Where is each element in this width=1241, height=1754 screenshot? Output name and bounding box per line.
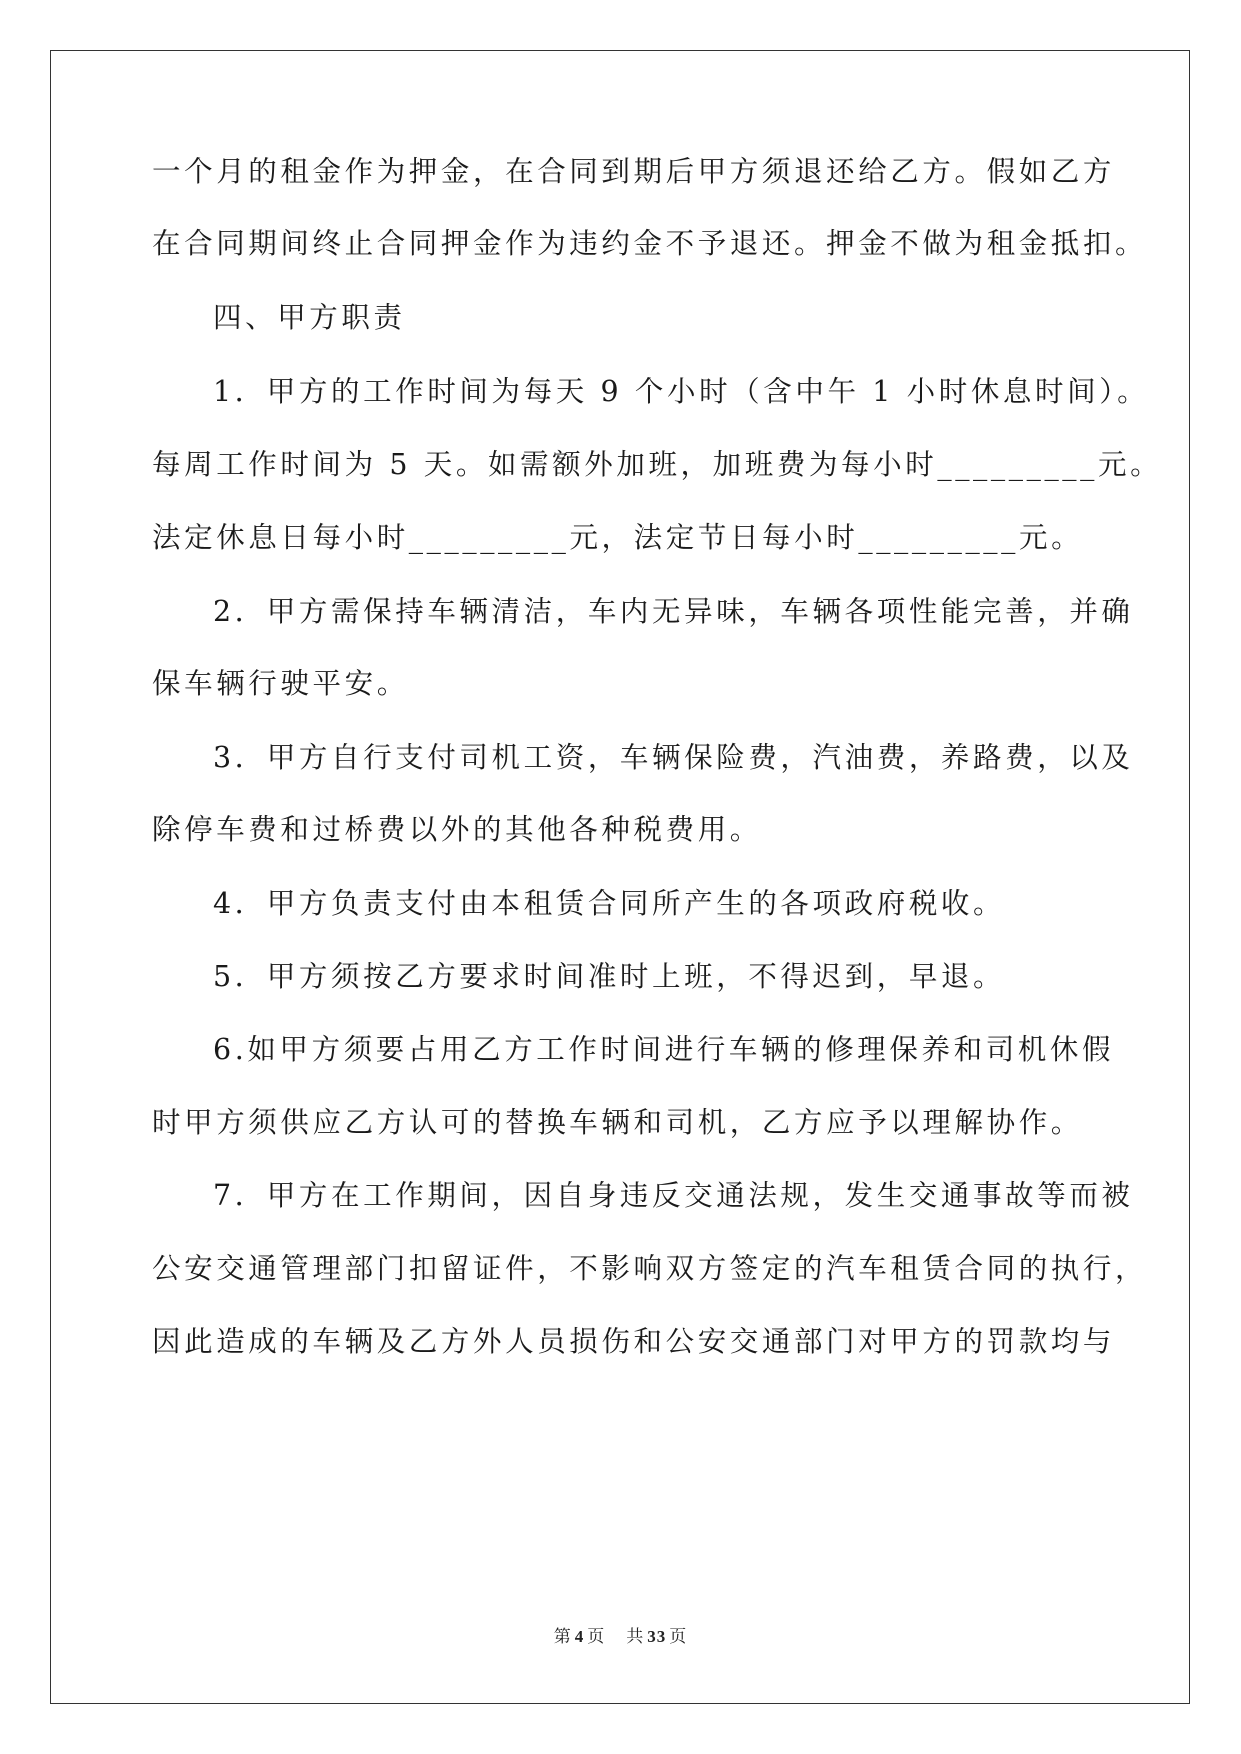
paragraph-line: 时甲方须供应乙方认可的替换车辆和司机，乙方应予以理解协作。 <box>152 1106 1083 1139</box>
section-heading: 四、甲方职责 <box>213 301 406 334</box>
current-page-number: 4 <box>574 1627 585 1646</box>
paragraph-line: 3．甲方自行支付司机工资，车辆保险费，汽油费，养路费，以及 <box>213 741 1134 774</box>
footer-page-suffix: 页 <box>587 1627 606 1646</box>
paragraph-line: 5．甲方须按乙方要求时间准时上班，不得迟到，早退。 <box>213 960 1006 993</box>
paragraph-line: 一个月的租金作为押金，在合同到期后甲方须退还给乙方。假如乙方 <box>152 155 1116 188</box>
paragraph-line: 因此造成的车辆及乙方外人员损伤和公安交通部门对甲方的罚款均与 <box>152 1325 1116 1358</box>
footer-total-suffix: 页 <box>669 1627 688 1646</box>
page-footer <box>0 1622 1241 1647</box>
paragraph-line: 除停车费和过桥费以外的其他各种税费用。 <box>152 813 762 846</box>
paragraph-line: 保车辆行驶平安。 <box>152 667 409 700</box>
total-page-count: 33 <box>647 1627 667 1646</box>
footer-prefix: 第 <box>553 1627 572 1646</box>
paragraph-line: 每周工作时间为 5 天。如需额外加班，加班费为每小时_________元。 <box>152 448 1163 481</box>
paragraph-line: 6.如甲方须要占用乙方工作时间进行车辆的修理保养和司机休假 <box>213 1033 1115 1066</box>
paragraph-line: 2．甲方需保持车辆清洁，车内无异味，车辆各项性能完善，并确 <box>213 595 1134 628</box>
footer-total-prefix: 共 <box>626 1627 645 1646</box>
paragraph-line: 7．甲方在工作期间，因自身违反交通法规，发生交通事故等而被 <box>213 1179 1134 1212</box>
paragraph-line: 法定休息日每小时_________元，法定节日每小时_________元。 <box>152 521 1084 554</box>
paragraph-line: 公安交通管理部门扣留证件，不影响双方签定的汽车租赁合同的执行， <box>152 1252 1148 1285</box>
paragraph-line: 4．甲方负责支付由本租赁合同所产生的各项政府税收。 <box>213 887 1006 920</box>
paragraph-line: 1．甲方的工作时间为每天 9 个小时（含中午 1 小时休息时间）。 <box>213 375 1150 408</box>
paragraph-line: 在合同期间终止合同押金作为违约金不予退还。押金不做为租金抵扣。 <box>152 227 1148 260</box>
